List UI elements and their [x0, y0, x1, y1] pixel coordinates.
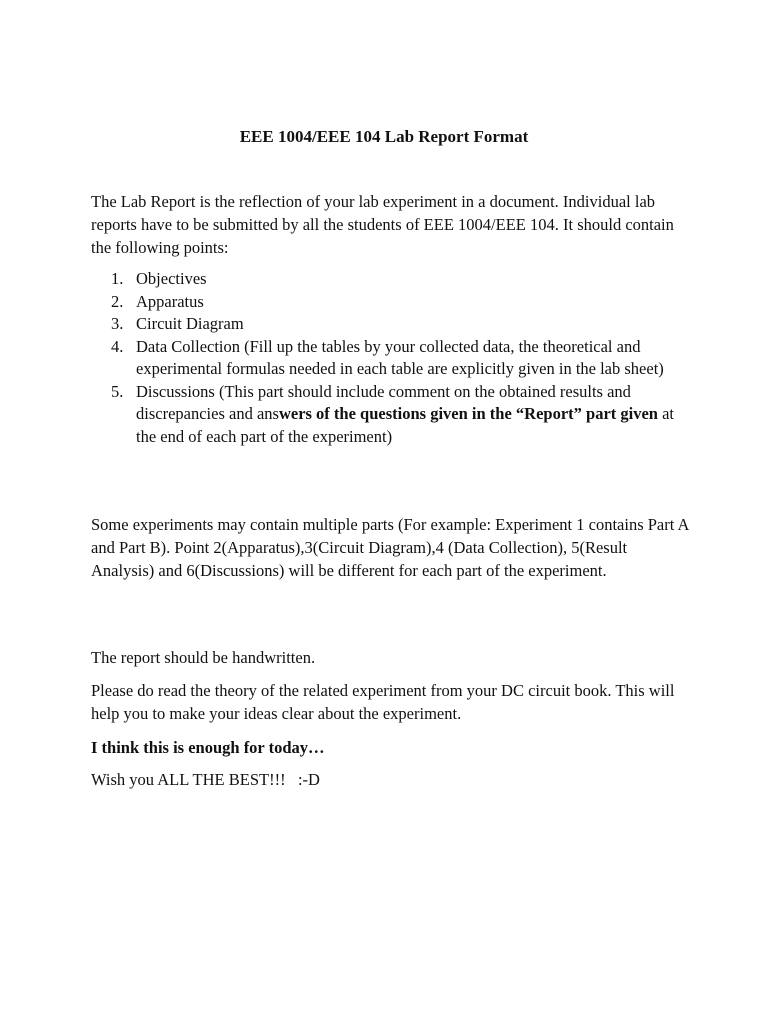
list-item-text: Circuit Diagram [136, 314, 244, 333]
list-item-text: Data Collection (Fill up the tables by your collected data, the theoretical and experimental formulas needed in each table are explicitly given in the lab sheet) [136, 336, 664, 378]
list-item-number: 5. [111, 381, 124, 401]
enough-paragraph: I think this is enough for today… [91, 738, 325, 757]
list-item-text-bold: wers of the questions given in the “Report” part given [278, 404, 658, 423]
list-item [91, 313, 691, 336]
list-item-text: Objectives [136, 269, 207, 288]
list-item-number: 3. [111, 314, 124, 333]
list-item [91, 291, 691, 314]
list-item [91, 268, 691, 291]
best-wishes-paragraph: Wish you ALL THE BEST!!! :-D [91, 770, 320, 789]
list-item [91, 336, 691, 381]
multiple-parts-paragraph: Some experiments may contain multiple parts (For example: Experiment 1 contains Part A and Part B). Point 2(Apparatus),3(Circuit Diagram),4 (Data Collection), 5(Result Analysis) and 6(Discussions) will be different for each part of the experiment. [91, 515, 689, 580]
list-item-number: 4. [111, 336, 124, 356]
document-title: EEE 1004/EEE 104 Lab Report Format [239, 127, 529, 146]
report-points-list [91, 268, 691, 448]
handwritten-paragraph: The report should be handwritten. [91, 648, 316, 667]
list-item [91, 381, 691, 449]
list-item-text [136, 381, 691, 449]
intro-paragraph: The Lab Report is the reflection of your lab experiment in a document. Individual lab reports have to be submitted by all the students of EEE 1004/EEE 104. It should contain the following points: [91, 192, 674, 257]
list-item-text-end: at the end of each part of the experiment) [136, 404, 675, 446]
list-item-number: 1. [111, 269, 124, 288]
list-item-text: Apparatus [136, 291, 204, 311]
list-item-number: 2. [111, 291, 124, 311]
list-item-text-start: Discussions (This part should include comment on the obtained results and discrepancies and ans [136, 381, 631, 423]
read-theory-paragraph: Please do read the theory of the related experiment from your DC circuit book. This will help you to make your ideas clear about the experiment. [91, 681, 675, 723]
